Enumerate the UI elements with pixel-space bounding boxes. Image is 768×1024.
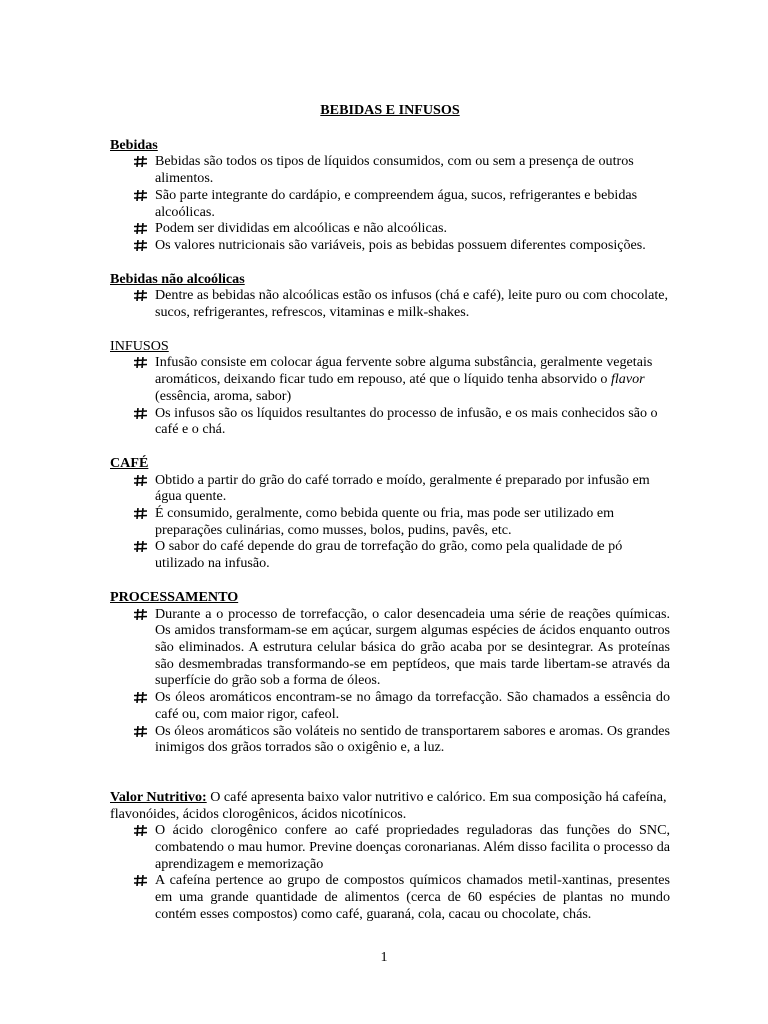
hash-icon: [134, 825, 147, 836]
spacer: [110, 321, 670, 338]
list-item: [110, 606, 670, 690]
list-item-text: São parte integrante do cardápio, e compreendem água, sucos, refrigerantes e bebidas alcoólicas.: [155, 186, 638, 220]
list-item-text: Os óleos aromáticos encontram-se no âmago da torrefacção. São chamados a essência do café ou, com maior rigor, cafeol.: [155, 689, 670, 722]
bullet-list-cafe: [110, 472, 670, 572]
list-item-text: A cafeína pertence ao grupo de compostos químicos chamados metil-xantinas, presentes em uma grande quantidade de alimentos (cerca de 60 espécies de plantas no mundo contém esses compostos) como café, guaraná, cola, cacau ou chocolate, chás.: [155, 872, 670, 922]
hash-icon: [134, 240, 147, 251]
list-item-text: É consumido, geralmente, como bebida quente ou fria, mas pode ser utilizado em preparações culinárias, como musses, bolos, pudins, pavês, etc.: [155, 505, 615, 538]
list-item-text: O ácido clorogênico confere ao café propriedades reguladoras das funções do SNC, combatendo o mau humor. Previne doenças coronarianas. Além disso facilita o processo da aprendizagem e memorização: [155, 822, 670, 872]
section-heading-nao-alcoolicas: Bebidas não alcoólicas: [110, 270, 245, 287]
list-item-text-part: (essência, aroma, sabor): [155, 387, 292, 404]
list-item: [110, 723, 670, 756]
hash-icon: [134, 357, 147, 368]
document-body: [110, 102, 670, 923]
list-item-text: Os valores nutricionais são variáveis, pois as bebidas possuem diferentes composições.: [155, 236, 646, 253]
list-item-text: Obtido a partir do grão do café torrado e moído, geralmente é preparado por infusão em água quente.: [155, 471, 650, 505]
section-infusos: [110, 338, 670, 438]
hash-icon: [134, 726, 147, 737]
hash-icon: [134, 475, 147, 486]
section-heading-valor-nutritivo: Valor Nutritivo:: [110, 788, 207, 805]
document-title: BEBIDAS E INFUSOS: [320, 102, 460, 118]
bullet-list-bebidas: [110, 153, 670, 253]
list-item: [110, 405, 670, 438]
list-item: [110, 220, 670, 237]
list-item: [110, 287, 670, 320]
hash-icon: [134, 609, 147, 620]
hash-icon: [134, 875, 147, 886]
list-item-text: Os infusos são os líquidos resultantes do processo de infusão, e os mais conhecidos são o café e o chá.: [155, 404, 658, 438]
bullet-list-infusos: [110, 354, 670, 438]
list-item: [110, 472, 670, 505]
hash-icon: [134, 408, 147, 419]
list-item-text: Durante a o processo de torrefacção, o calor desencadeia uma série de reações químicas. Os amidos transformam-se em açúcar, surgem algumas espécies de ácidos enquanto outros são eliminados. A estrutura celular básica do grão acaba por se desintegrar. As proteínas são desmembradas transformando-se em peptídeos, que mais tarde libertam-se através da superfície do grão sob a forma de óleos.: [155, 605, 670, 689]
section-bebidas: [110, 137, 670, 254]
list-item: [110, 187, 670, 220]
section-heading-infusos: INFUSOS: [110, 337, 169, 354]
list-item-text: Podem ser divididas em alcoólicas e não alcoólicas.: [155, 220, 447, 237]
section-cafe: [110, 455, 670, 572]
section-processamento: [110, 589, 670, 756]
valor-nutritivo-paragraph: [110, 789, 670, 822]
list-item-text: Bebidas são todos os tipos de líquidos consumidos, com ou sem a presença de outros alimentos.: [155, 153, 634, 187]
spacer: [110, 756, 670, 789]
list-item-text-part: Infusão consiste em colocar água fervente sobre alguma substância, geralmente vegetais aromáticos, deixando ficar tudo em repouso, até que o líquido tenha absorvido o: [155, 354, 653, 388]
list-item: [110, 354, 670, 404]
hash-icon: [134, 508, 147, 519]
section-heading-bebidas: Bebidas: [110, 136, 158, 153]
hash-icon: [134, 541, 147, 552]
bullet-list-nao-alcoolicas: [110, 287, 670, 320]
bullet-list-processamento: [110, 606, 670, 756]
hash-icon: [134, 156, 147, 167]
hash-icon: [134, 692, 147, 703]
list-item-text: [155, 354, 652, 403]
bullet-list-valor-nutritivo: [110, 822, 670, 922]
hash-icon: [134, 290, 147, 301]
list-item: [110, 505, 670, 538]
list-item: [110, 538, 670, 571]
section-nao-alcoolicas: [110, 271, 670, 321]
spacer: [110, 254, 670, 271]
valor-nutritivo-text: O café apresenta baixo valor nutritivo e calórico. Em sua composição há cafeína, flavonóides, ácidos clorogênicos, ácidos nicotínicos.: [110, 788, 667, 822]
section-heading-cafe: CAFÉ: [110, 454, 149, 471]
spacer: [110, 438, 670, 455]
page-number: 1: [380, 949, 388, 965]
list-item: [110, 689, 670, 722]
list-item-text: Os óleos aromáticos são voláteis no sentido de transportarem sabores e aromas. Os grandes inimigos dos grãos torrados são o oxigênio e, a luz.: [155, 722, 670, 756]
list-item-text: Dentre as bebidas não alcoólicas estão os infusos (chá e café), leite puro ou com chocolate, sucos, refrigerantes, refrescos, vitaminas e milk-shakes.: [155, 287, 669, 321]
list-item: [110, 153, 670, 186]
hash-icon: [134, 190, 147, 201]
section-valor-nutritivo: [110, 789, 670, 923]
section-heading-processamento: PROCESSAMENTO: [110, 588, 239, 605]
list-item: [110, 872, 670, 922]
hash-icon: [134, 223, 147, 234]
list-item: [110, 237, 670, 254]
spacer: [110, 572, 670, 589]
list-item-text: O sabor do café depende do grau de torrefação do grão, como pela qualidade de pó utilizado na infusão.: [155, 538, 623, 572]
list-item: [110, 822, 670, 872]
flavor-italic-term: flavor: [610, 371, 645, 388]
